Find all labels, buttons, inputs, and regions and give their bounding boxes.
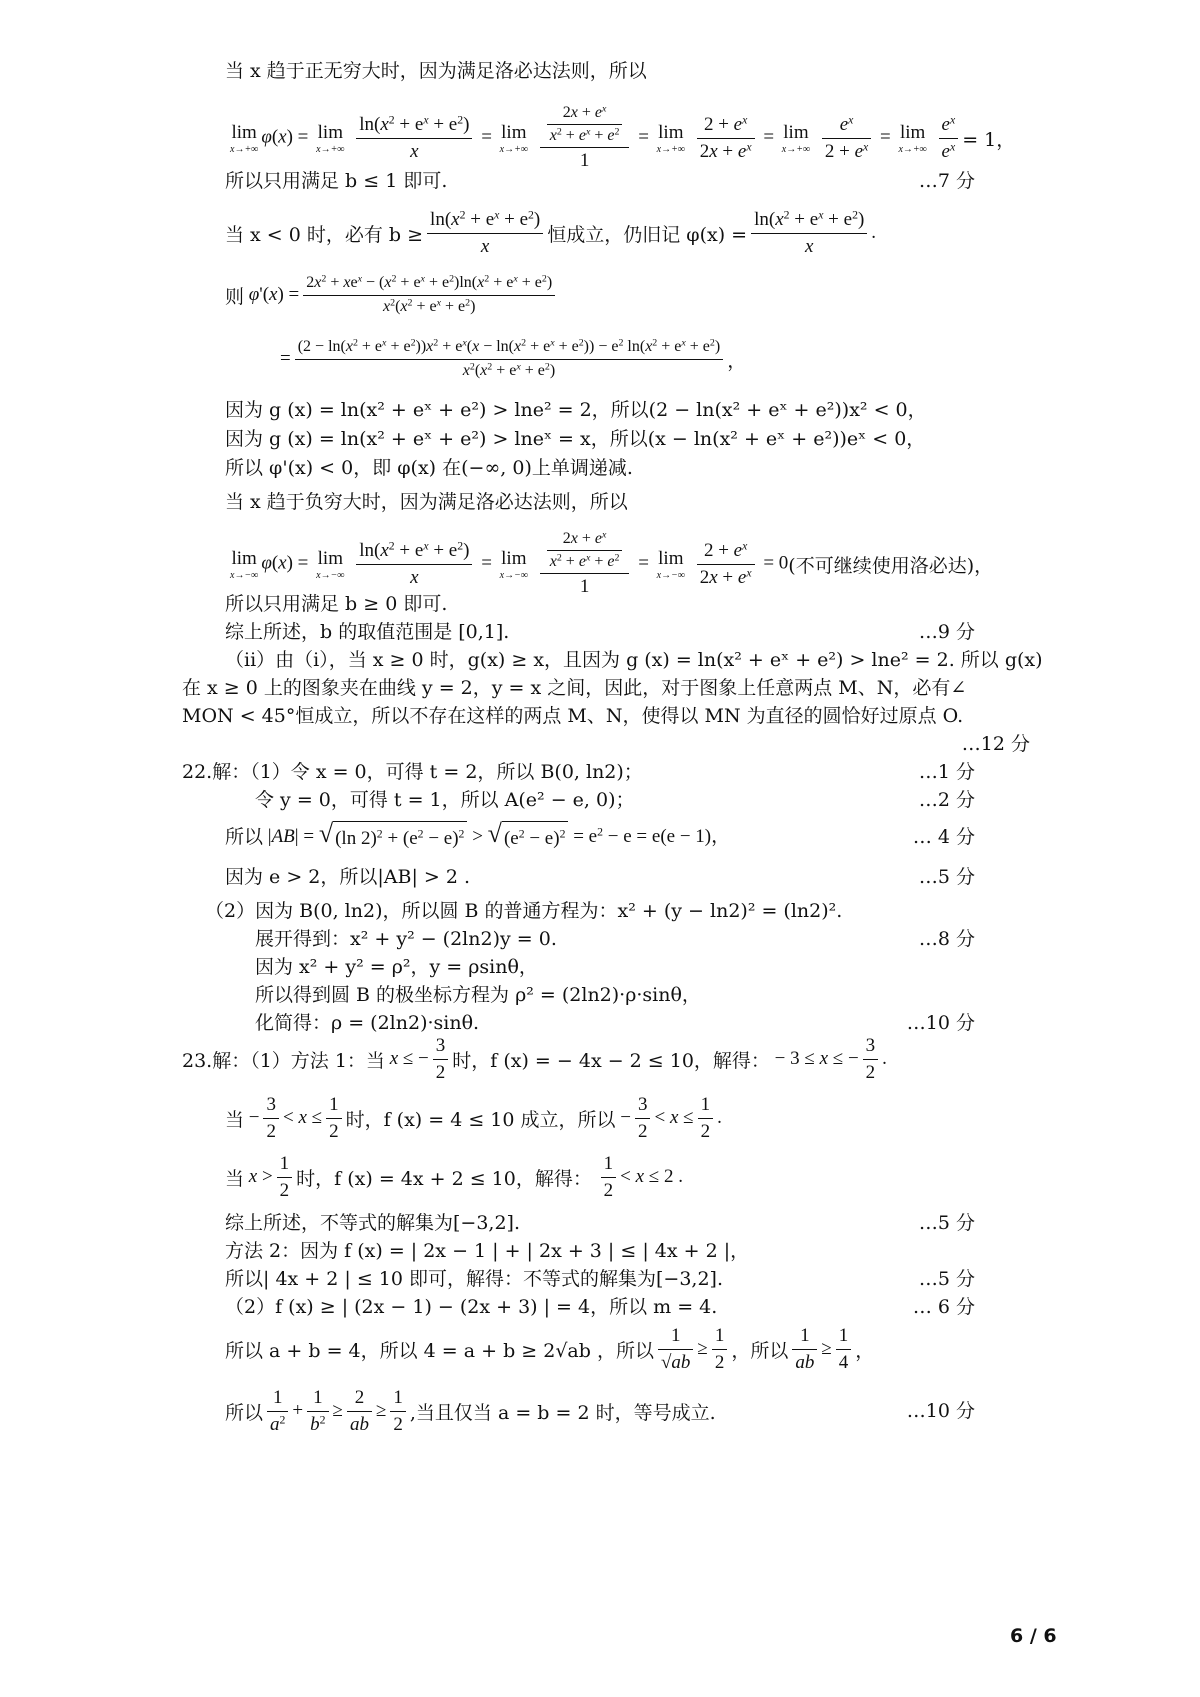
lhopital-note: (不可继续使用洛必达)， — [788, 554, 994, 577]
text-line: 在 x ≥ 0 上的图象夹在曲线 y = 2，y = x 之间，因此，对于图象上任意两点 M、N，必有∠ — [182, 677, 967, 699]
text-line: 化简得：ρ = (2ln2)·sinθ. — [255, 1012, 480, 1034]
text-line: 当 x 趋于正无穷大时，因为满足洛必达法则，所以 — [225, 60, 647, 82]
case-2-text: 时，f (x) = 4 ≤ 10 成立，所以 — [345, 1108, 616, 1131]
score-mark: … 4 分 — [912, 826, 975, 848]
derivative-line: 则 φ'(x) = $\frac{2x^2 + xe^x - (x^2 + e^x + e^2)\ln(x^2 + e^x + e^2)}{x^2(x^2 + e^x + e^2)}$ — [225, 262, 559, 328]
page-number: 6 / 6 — [1010, 1625, 1057, 1647]
text-line: 所以得到圆 B 的极坐标方程为 ρ² = (2ln2)·ρ·sinθ， — [255, 984, 701, 1006]
inequality-label: 所以 a + b = 4，所以 4 = a + b ≥ 2√ab ，所以 — [225, 1339, 654, 1362]
score-mark: …1 分 — [918, 761, 975, 783]
text-line: 所以| 4x + 2 | ≤ 10 即可，解得：不等式的解集为[−3,2]. — [225, 1268, 723, 1290]
score-mark: …9 分 — [918, 621, 975, 643]
score-mark: …10 分 — [906, 1400, 975, 1422]
case-1-line: 23.解：（1）方法 1：当 x ≤ − $\frac{3}{2}$ 时，f (x) = − 4x − 2 ≤ 10，解得： − 3 ≤ x ≤ − $\frac{3}{2}$ . — [182, 1034, 887, 1083]
score-mark: …10 分 — [906, 1012, 975, 1034]
conclusion-line: 所以 $\frac{1}{a^2}$ + $\frac{1}{b^2}$ ≥ $\frac{2}{ab}$ ≥ $\frac{1}{2}$ ,当且仅当 a = b = 2 时，等号成立. — [225, 1386, 716, 1435]
conclusion-label: 所以 — [225, 1401, 264, 1424]
condition-line: 当 x < 0 时，必有 b ≥ $\frac{\ln(x^2 + e^x + e^2)}{x}$ 恒成立，仍旧记 φ(x) = $\frac{\ln(x^2 + e^x + e^2)}{x}$ . — [225, 208, 877, 257]
text-line: （ii）由（i），当 x ≥ 0 时，g(x) ≥ x，且因为 g (x) = ln(x² + eˣ + e²) > lne² = 2. 所以 g(x) — [225, 649, 1043, 671]
condition-text: 当 x < 0 时，必有 b ≥ — [225, 223, 424, 246]
limit-equation-negative: lim x→−∞ φ(x) = lim x→−∞ $\frac{\ln(x^2 + e^x + e^2)}{x}$ = lim x→−∞ $\frac{\frac{2x + e^x}{x^2 + e^x + e^2}}{1}$ = lim x→−∞ $\frac{2 + e^x}{2x + e^x}$ = 0 (不可继续使用洛必达)， — [230, 529, 994, 598]
condition-text-2: 恒成立，仍旧记 φ(x) = — [547, 223, 748, 246]
inequality-text: ，所以 — [731, 1339, 789, 1362]
score-mark: …5 分 — [918, 866, 975, 888]
text-line: （2）f (x) ≥ | (2x − 1) − (2x + 3) | = 4，所以 m = 4. — [225, 1296, 718, 1318]
limit-equation-positive: lim x→+∞ φ(x) = lim x→+∞ $\frac{\ln(x^2 + e^x + e^2)}{x}$ = lim x→+∞ $\frac{\frac{2x + e^x}{x^2 + e^x + e^2}}{1}$ = lim x→+∞ $\frac{2 + e^x}{2x + e^x}$ = lim x→+∞ $\frac{e^x}{2 + e^x}$ = lim x→+∞ $\frac{e^x}{e^x}$ = 1， — [230, 103, 1016, 172]
text-line: 所以 φ'(x) < 0，即 φ(x) 在(−∞, 0)上单调递减. — [225, 457, 633, 479]
then-label: 则 — [225, 285, 245, 308]
inequality-line: 所以 a + b = 4，所以 4 = a + b ≥ 2√ab ，所以 $\frac{1}{√ab}$ ≥ $\frac{1}{2}$ ，所以 $\frac{1}{ab}$ ≥ $\frac{1}{4}$ ， — [225, 1324, 875, 1373]
score-mark: …5 分 — [918, 1212, 975, 1234]
text-line: （2）因为 B(0, ln2)，所以圆 B 的普通方程为：x² + (y − ln2)² = (ln2)². — [205, 900, 843, 922]
text-line: 因为 e > 2，所以|AB| > 2 . — [225, 866, 471, 888]
case-3-label: 当 — [225, 1167, 245, 1190]
text-line: 22.解：（1）令 x = 0，可得 t = 2，所以 B(0, ln2)； — [182, 761, 643, 783]
score-mark: …12 分 — [961, 733, 1030, 755]
text-line: 方法 2：因为 f (x) = | 2x − 1 | + | 2x + 3 | ≤ | 4x + 2 |， — [225, 1240, 750, 1262]
text-line: 所以只用满足 b ≥ 0 即可. — [225, 593, 448, 615]
text-line: 因为 x² + y² = ρ²，y = ρsinθ， — [255, 956, 538, 978]
text-line: 当 x 趋于负穷大时，因为满足洛必达法则，所以 — [225, 491, 628, 513]
case-1-label: 23.解：（1）方法 1：当 — [182, 1049, 385, 1072]
text-line: 令 y = 0，可得 t = 1，所以 A(e² − e, 0)； — [255, 789, 635, 811]
text-line: 展开得到：x² + y² − (2ln2)y = 0. — [255, 928, 557, 950]
case-3-line: 当 x > $\frac{1}{2}$ 时，f (x) = 4x + 2 ≤ 10，解得： $\frac{1}{2}$ < x ≤ 2 . — [225, 1152, 683, 1201]
text-line: MON < 45°恒成立，所以不存在这样的两点 M、N，使得以 MN 为直径的圆恰好过原点 O. — [182, 705, 964, 727]
score-mark: …8 分 — [918, 928, 975, 950]
limit-result: = 1， — [962, 128, 1016, 151]
distance-line: 所以 |AB| = √ (ln $2)^2 + (e^2 - e)^2$ > √ $(e^2 - e)^2$ = $e^2 - e = e(e - 1)$， — [225, 815, 730, 859]
derivative-expansion: = $(2 - \ln(x^2 + e^x + e^2))x^2 + e^x(x - \ln(x^2 + e^x + e^2)) - e^2$ $\ln(x^2 + e^x + e^2)$ $x^2(x^2 + e^x + e^2)$ ， — [280, 337, 747, 379]
so-label: 所以 — [225, 826, 264, 848]
text-line: 所以只用满足 b ≤ 1 即可. — [225, 170, 448, 192]
text-line: 综上所述，不等式的解集为[−3,2]. — [225, 1212, 521, 1234]
case-2-line: 当 − $\frac{3}{2}$ < x ≤ $\frac{1}{2}$ 时，f (x) = 4 ≤ 10 成立，所以 − $\frac{3}{2}$ < x ≤ $\frac{1}{2}$ . — [225, 1093, 722, 1142]
score-mark: …2 分 — [918, 789, 975, 811]
score-mark: …5 分 — [918, 1268, 975, 1290]
text-line: 因为 g (x) = ln(x² + eˣ + e²) > lneˣ = x，所以(x − ln(x² + eˣ + e²))eˣ < 0， — [225, 428, 926, 450]
text-line: 综上所述，b 的取值范围是 [0,1]. — [225, 621, 510, 643]
case-2-label: 当 — [225, 1108, 245, 1131]
case-3-text: 时，f (x) = 4x + 2 ≤ 10，解得： — [296, 1167, 592, 1190]
text-line: 因为 g (x) = ln(x² + eˣ + e²) > lne² = 2，所以(2 − ln(x² + eˣ + e²))x² < 0， — [225, 399, 927, 421]
score-mark: … 6 分 — [912, 1296, 975, 1318]
conclusion-text: ,当且仅当 a = b = 2 时，等号成立. — [409, 1401, 716, 1424]
score-mark: …7 分 — [918, 170, 975, 192]
case-1-text: 时，f (x) = − 4x − 2 ≤ 10，解得： — [452, 1049, 770, 1072]
